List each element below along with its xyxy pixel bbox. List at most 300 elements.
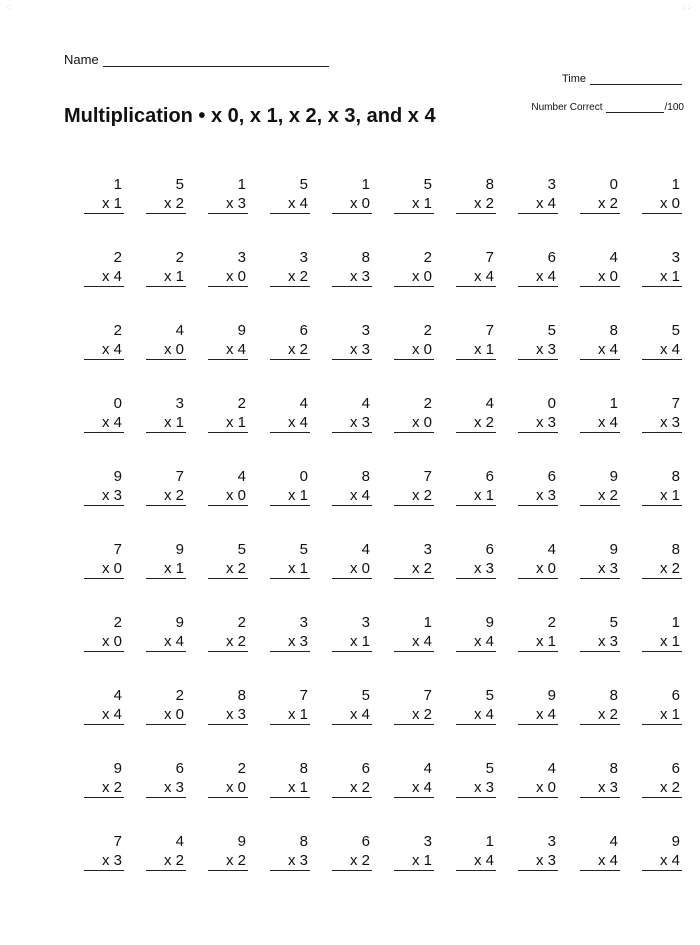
- problem-multiplier: x 0: [332, 194, 372, 214]
- problem-multiplier: x 1: [518, 632, 558, 652]
- problem-multiplier: x 3: [84, 851, 124, 871]
- problem-7-8: [518, 613, 562, 686]
- problem-multiplier: x 4: [270, 413, 310, 433]
- problem-multiplier: x 1: [270, 486, 310, 506]
- problem-multiplier: x 4: [456, 632, 496, 652]
- problem-multiplier: x 3: [332, 340, 372, 360]
- problem-2-5: [332, 248, 376, 321]
- problem-multiplicand: 1: [423, 614, 432, 631]
- problem-multiplicand: 7: [299, 687, 308, 704]
- problem-multiplicand: 7: [113, 541, 122, 558]
- problem-multiplier: x 3: [518, 340, 558, 360]
- problem-9-6: [394, 759, 438, 832]
- problem-8-2: [146, 686, 190, 759]
- problem-3-1: [84, 321, 128, 394]
- problem-10-1: [84, 832, 128, 905]
- worksheet-title: Multiplication • x 0, x 1, x 2, x 3, and x 4: [64, 105, 436, 127]
- problem-multiplier: x 4: [84, 705, 124, 725]
- problem-5-3: [208, 467, 252, 540]
- problem-multiplier: x 4: [456, 851, 496, 871]
- problem-multiplicand: 7: [423, 468, 432, 485]
- problem-multiplicand: 8: [299, 760, 308, 777]
- problem-7-9: [580, 613, 624, 686]
- problem-multiplicand: 1: [237, 176, 246, 193]
- problem-multiplier: x 0: [146, 340, 186, 360]
- problem-multiplicand: 4: [113, 687, 122, 704]
- problem-multiplier: x 0: [84, 559, 124, 579]
- problem-multiplier: x 4: [84, 413, 124, 433]
- problem-multiplier: x 2: [146, 194, 186, 214]
- problem-multiplicand: 1: [671, 614, 680, 631]
- problem-multiplicand: 5: [485, 760, 494, 777]
- problem-1-2: [146, 175, 190, 248]
- problem-1-7: [456, 175, 500, 248]
- problem-8-3: [208, 686, 252, 759]
- problem-8-5: [332, 686, 376, 759]
- problem-multiplier: x 4: [518, 194, 558, 214]
- name-line[interactable]: [103, 52, 329, 67]
- problem-3-6: [394, 321, 438, 394]
- problem-multiplicand: 1: [361, 176, 370, 193]
- problem-multiplicand: 4: [609, 249, 618, 266]
- problem-multiplier: x 0: [580, 267, 620, 287]
- problem-1-3: [208, 175, 252, 248]
- problem-multiplicand: 4: [175, 833, 184, 850]
- problem-multiplicand: 1: [485, 833, 494, 850]
- problem-multiplicand: 5: [547, 322, 556, 339]
- problem-multiplicand: 2: [423, 322, 432, 339]
- problem-multiplicand: 1: [671, 176, 680, 193]
- problem-multiplier: x 0: [394, 267, 434, 287]
- problem-multiplier: x 4: [394, 778, 434, 798]
- problem-multiplicand: 7: [423, 687, 432, 704]
- problem-10-3: [208, 832, 252, 905]
- problem-multiplicand: 3: [547, 833, 556, 850]
- problem-multiplicand: 3: [237, 249, 246, 266]
- problem-multiplicand: 4: [361, 541, 370, 558]
- problem-2-9: [580, 248, 624, 321]
- problem-multiplier: x 1: [394, 851, 434, 871]
- problem-multiplicand: 9: [175, 614, 184, 631]
- problem-3-7: [456, 321, 500, 394]
- time-line[interactable]: [590, 72, 682, 85]
- problem-6-1: [84, 540, 128, 613]
- problem-5-2: [146, 467, 190, 540]
- problem-multiplier: x 2: [84, 778, 124, 798]
- problem-5-9: [580, 467, 624, 540]
- problem-10-10: [642, 832, 686, 905]
- problem-multiplier: x 2: [394, 559, 434, 579]
- problem-4-9: [580, 394, 624, 467]
- problem-multiplier: x 0: [208, 486, 248, 506]
- problem-multiplicand: 2: [113, 249, 122, 266]
- problem-3-2: [146, 321, 190, 394]
- problem-multiplicand: 2: [547, 614, 556, 631]
- problem-multiplicand: 7: [175, 468, 184, 485]
- problem-multiplier: x 1: [456, 340, 496, 360]
- problem-multiplier: x 3: [580, 632, 620, 652]
- problem-multiplicand: 6: [547, 249, 556, 266]
- problem-1-6: [394, 175, 438, 248]
- problem-multiplier: x 0: [332, 559, 372, 579]
- problem-multiplier: x 3: [580, 778, 620, 798]
- problem-multiplicand: 8: [609, 760, 618, 777]
- problem-multiplicand: 9: [609, 468, 618, 485]
- problem-7-10: [642, 613, 686, 686]
- problem-grid: [66, 175, 686, 875]
- problem-multiplicand: 4: [485, 395, 494, 412]
- problem-multiplier: x 3: [642, 413, 682, 433]
- problem-multiplier: x 0: [642, 194, 682, 214]
- problem-multiplier: x 1: [146, 559, 186, 579]
- problem-4-2: [146, 394, 190, 467]
- problem-5-8: [518, 467, 562, 540]
- problem-6-6: [394, 540, 438, 613]
- problem-4-8: [518, 394, 562, 467]
- problem-multiplicand: 9: [113, 468, 122, 485]
- problem-multiplicand: 2: [423, 249, 432, 266]
- problem-multiplicand: 6: [175, 760, 184, 777]
- problem-multiplicand: 0: [299, 468, 308, 485]
- problem-multiplier: x 3: [270, 632, 310, 652]
- problem-3-3: [208, 321, 252, 394]
- problem-multiplier: x 4: [456, 267, 496, 287]
- number-correct-total: /100: [664, 102, 684, 113]
- problem-multiplier: x 4: [642, 340, 682, 360]
- problem-multiplier: x 1: [208, 413, 248, 433]
- problem-multiplier: x 1: [270, 705, 310, 725]
- problem-multiplier: x 2: [332, 778, 372, 798]
- problem-multiplicand: 8: [485, 176, 494, 193]
- problem-multiplier: x 2: [456, 413, 496, 433]
- problem-multiplier: x 4: [518, 267, 558, 287]
- problem-multiplier: x 3: [332, 267, 372, 287]
- problem-2-2: [146, 248, 190, 321]
- problem-multiplicand: 9: [113, 760, 122, 777]
- problem-4-3: [208, 394, 252, 467]
- problem-multiplicand: 0: [609, 176, 618, 193]
- problem-multiplier: x 1: [642, 267, 682, 287]
- problem-multiplier: x 2: [146, 486, 186, 506]
- problem-multiplier: x 1: [642, 486, 682, 506]
- problem-multiplier: x 4: [146, 632, 186, 652]
- number-correct-line[interactable]: [606, 101, 664, 113]
- number-correct-field[interactable]: [531, 101, 684, 113]
- problem-9-1: [84, 759, 128, 832]
- problem-multiplicand: 3: [175, 395, 184, 412]
- problem-multiplicand: 1: [113, 176, 122, 193]
- problem-multiplier: x 2: [394, 486, 434, 506]
- problem-multiplier: x 1: [394, 194, 434, 214]
- problem-5-10: [642, 467, 686, 540]
- problem-multiplicand: 6: [299, 322, 308, 339]
- problem-9-8: [518, 759, 562, 832]
- problem-2-7: [456, 248, 500, 321]
- problem-multiplicand: 4: [547, 760, 556, 777]
- problem-multiplier: x 2: [642, 778, 682, 798]
- problem-multiplier: x 1: [146, 413, 186, 433]
- problem-6-10: [642, 540, 686, 613]
- problem-multiplier: x 3: [456, 778, 496, 798]
- problem-multiplicand: 0: [547, 395, 556, 412]
- problem-multiplicand: 9: [671, 833, 680, 850]
- problem-8-7: [456, 686, 500, 759]
- problem-multiplicand: 3: [423, 541, 432, 558]
- problem-multiplicand: 3: [299, 249, 308, 266]
- problem-8-9: [580, 686, 624, 759]
- problem-2-10: [642, 248, 686, 321]
- problem-multiplier: x 4: [332, 705, 372, 725]
- problem-7-7: [456, 613, 500, 686]
- problem-multiplier: x 3: [270, 851, 310, 871]
- problem-1-5: [332, 175, 376, 248]
- problem-3-10: [642, 321, 686, 394]
- problem-multiplicand: 7: [671, 395, 680, 412]
- problem-7-2: [146, 613, 190, 686]
- problem-multiplier: x 4: [580, 340, 620, 360]
- problem-5-6: [394, 467, 438, 540]
- problem-multiplicand: 3: [361, 614, 370, 631]
- problem-multiplicand: 5: [237, 541, 246, 558]
- problem-multiplier: x 4: [84, 340, 124, 360]
- problem-10-2: [146, 832, 190, 905]
- problem-multiplier: x 0: [208, 267, 248, 287]
- name-label: Name: [64, 52, 99, 67]
- problem-multiplicand: 4: [299, 395, 308, 412]
- problem-multiplicand: 4: [361, 395, 370, 412]
- problem-multiplier: x 2: [270, 267, 310, 287]
- problem-multiplier: x 2: [580, 486, 620, 506]
- problem-multiplier: x 4: [456, 705, 496, 725]
- problem-multiplier: x 3: [146, 778, 186, 798]
- problem-7-3: [208, 613, 252, 686]
- problem-multiplicand: 8: [609, 687, 618, 704]
- problem-multiplicand: 4: [423, 760, 432, 777]
- problem-multiplier: x 0: [518, 778, 558, 798]
- problem-multiplier: x 2: [208, 559, 248, 579]
- problem-multiplicand: 6: [361, 760, 370, 777]
- problem-multiplicand: 6: [361, 833, 370, 850]
- problem-6-7: [456, 540, 500, 613]
- problem-multiplier: x 1: [456, 486, 496, 506]
- problem-multiplicand: 8: [361, 249, 370, 266]
- problem-multiplier: x 3: [332, 413, 372, 433]
- problem-multiplier: x 4: [84, 267, 124, 287]
- problem-multiplicand: 4: [547, 541, 556, 558]
- problem-multiplicand: 2: [113, 614, 122, 631]
- problem-multiplier: x 4: [580, 851, 620, 871]
- problem-multiplier: x 1: [146, 267, 186, 287]
- problem-10-4: [270, 832, 314, 905]
- problem-5-7: [456, 467, 500, 540]
- time-field[interactable]: [562, 72, 682, 85]
- problem-10-7: [456, 832, 500, 905]
- problem-multiplicand: 3: [423, 833, 432, 850]
- problem-multiplier: x 1: [270, 778, 310, 798]
- problem-multiplicand: 6: [671, 760, 680, 777]
- problem-multiplicand: 4: [609, 833, 618, 850]
- problem-9-9: [580, 759, 624, 832]
- problem-multiplicand: 8: [237, 687, 246, 704]
- problem-multiplicand: 8: [671, 541, 680, 558]
- problem-2-8: [518, 248, 562, 321]
- problem-multiplier: x 4: [332, 486, 372, 506]
- problem-multiplicand: 2: [423, 395, 432, 412]
- problem-multiplier: x 1: [642, 632, 682, 652]
- problem-2-1: [84, 248, 128, 321]
- problem-10-5: [332, 832, 376, 905]
- problem-multiplier: x 2: [580, 705, 620, 725]
- problem-multiplier: x 4: [518, 705, 558, 725]
- problem-1-10: [642, 175, 686, 248]
- problem-multiplicand: 5: [299, 176, 308, 193]
- problem-7-1: [84, 613, 128, 686]
- problem-multiplier: x 3: [456, 559, 496, 579]
- problem-multiplier: x 1: [332, 632, 372, 652]
- problem-multiplier: x 3: [518, 486, 558, 506]
- problem-6-4: [270, 540, 314, 613]
- problem-multiplier: x 2: [270, 340, 310, 360]
- problem-1-8: [518, 175, 562, 248]
- problem-multiplicand: 1: [609, 395, 618, 412]
- problem-multiplier: x 2: [146, 851, 186, 871]
- problem-multiplier: x 2: [208, 851, 248, 871]
- problem-multiplicand: 2: [113, 322, 122, 339]
- problem-multiplier: x 4: [580, 413, 620, 433]
- scan-mark-right: ·: :·: [681, 4, 692, 11]
- problem-9-7: [456, 759, 500, 832]
- problem-multiplier: x 0: [394, 340, 434, 360]
- problem-multiplier: x 2: [208, 632, 248, 652]
- problem-multiplicand: 7: [113, 833, 122, 850]
- problem-multiplicand: 2: [237, 760, 246, 777]
- problem-multiplier: x 1: [270, 559, 310, 579]
- problem-multiplicand: 6: [485, 541, 494, 558]
- problem-multiplicand: 5: [485, 687, 494, 704]
- problem-2-4: [270, 248, 314, 321]
- problem-multiplier: x 4: [208, 340, 248, 360]
- problem-3-9: [580, 321, 624, 394]
- problem-multiplier: x 2: [642, 559, 682, 579]
- problem-multiplicand: 5: [175, 176, 184, 193]
- problem-3-5: [332, 321, 376, 394]
- problem-multiplicand: 9: [237, 833, 246, 850]
- problem-8-8: [518, 686, 562, 759]
- problem-multiplier: x 0: [518, 559, 558, 579]
- problem-7-4: [270, 613, 314, 686]
- problem-7-6: [394, 613, 438, 686]
- problem-9-5: [332, 759, 376, 832]
- problem-6-3: [208, 540, 252, 613]
- problem-multiplicand: 2: [175, 249, 184, 266]
- problem-multiplicand: 3: [299, 614, 308, 631]
- problem-multiplicand: 6: [485, 468, 494, 485]
- problem-9-10: [642, 759, 686, 832]
- problem-multiplicand: 2: [237, 614, 246, 631]
- problem-3-8: [518, 321, 562, 394]
- problem-multiplier: x 2: [456, 194, 496, 214]
- scan-mark-left: ·:: [6, 4, 11, 11]
- problem-8-4: [270, 686, 314, 759]
- problem-multiplier: x 1: [642, 705, 682, 725]
- problem-1-4: [270, 175, 314, 248]
- problem-multiplier: x 1: [84, 194, 124, 214]
- problem-4-4: [270, 394, 314, 467]
- problem-multiplier: x 4: [394, 632, 434, 652]
- problem-8-1: [84, 686, 128, 759]
- problem-multiplier: x 3: [518, 851, 558, 871]
- problem-6-5: [332, 540, 376, 613]
- problem-5-4: [270, 467, 314, 540]
- problem-5-1: [84, 467, 128, 540]
- problem-10-9: [580, 832, 624, 905]
- problem-4-10: [642, 394, 686, 467]
- problem-multiplier: x 0: [394, 413, 434, 433]
- problem-multiplicand: 9: [175, 541, 184, 558]
- problem-multiplier: x 4: [270, 194, 310, 214]
- problem-4-7: [456, 394, 500, 467]
- problem-multiplicand: 6: [547, 468, 556, 485]
- problem-2-3: [208, 248, 252, 321]
- problem-multiplicand: 5: [671, 322, 680, 339]
- problem-8-6: [394, 686, 438, 759]
- problem-6-2: [146, 540, 190, 613]
- problem-multiplier: x 3: [208, 194, 248, 214]
- problem-multiplicand: 0: [113, 395, 122, 412]
- problem-multiplicand: 9: [609, 541, 618, 558]
- problem-multiplier: x 2: [332, 851, 372, 871]
- problem-multiplicand: 3: [361, 322, 370, 339]
- problem-2-6: [394, 248, 438, 321]
- problem-multiplicand: 5: [609, 614, 618, 631]
- problem-multiplicand: 2: [237, 395, 246, 412]
- problem-multiplicand: 9: [485, 614, 494, 631]
- problem-multiplier: x 3: [84, 486, 124, 506]
- problem-multiplier: x 0: [146, 705, 186, 725]
- name-field[interactable]: [64, 52, 329, 67]
- problem-multiplicand: 6: [671, 687, 680, 704]
- problem-multiplicand: 9: [237, 322, 246, 339]
- problem-8-10: [642, 686, 686, 759]
- problem-9-4: [270, 759, 314, 832]
- problem-10-6: [394, 832, 438, 905]
- problem-multiplier: x 3: [518, 413, 558, 433]
- problem-multiplier: x 3: [580, 559, 620, 579]
- problem-3-4: [270, 321, 314, 394]
- problem-multiplicand: 5: [361, 687, 370, 704]
- problem-1-9: [580, 175, 624, 248]
- time-label: Time: [561, 73, 586, 85]
- problem-multiplier: x 0: [84, 632, 124, 652]
- problem-multiplier: x 2: [580, 194, 620, 214]
- number-correct-label: Number Correct: [531, 102, 603, 113]
- problem-6-9: [580, 540, 624, 613]
- problem-multiplicand: 9: [547, 687, 556, 704]
- problem-4-5: [332, 394, 376, 467]
- problem-multiplicand: 5: [299, 541, 308, 558]
- problem-multiplicand: 4: [175, 322, 184, 339]
- problem-multiplicand: 8: [609, 322, 618, 339]
- problem-9-2: [146, 759, 190, 832]
- problem-4-6: [394, 394, 438, 467]
- problem-multiplicand: 3: [547, 176, 556, 193]
- problem-1-1: [84, 175, 128, 248]
- problem-multiplicand: 8: [361, 468, 370, 485]
- problem-multiplier: x 2: [394, 705, 434, 725]
- problem-10-8: [518, 832, 562, 905]
- problem-7-5: [332, 613, 376, 686]
- problem-multiplicand: 3: [671, 249, 680, 266]
